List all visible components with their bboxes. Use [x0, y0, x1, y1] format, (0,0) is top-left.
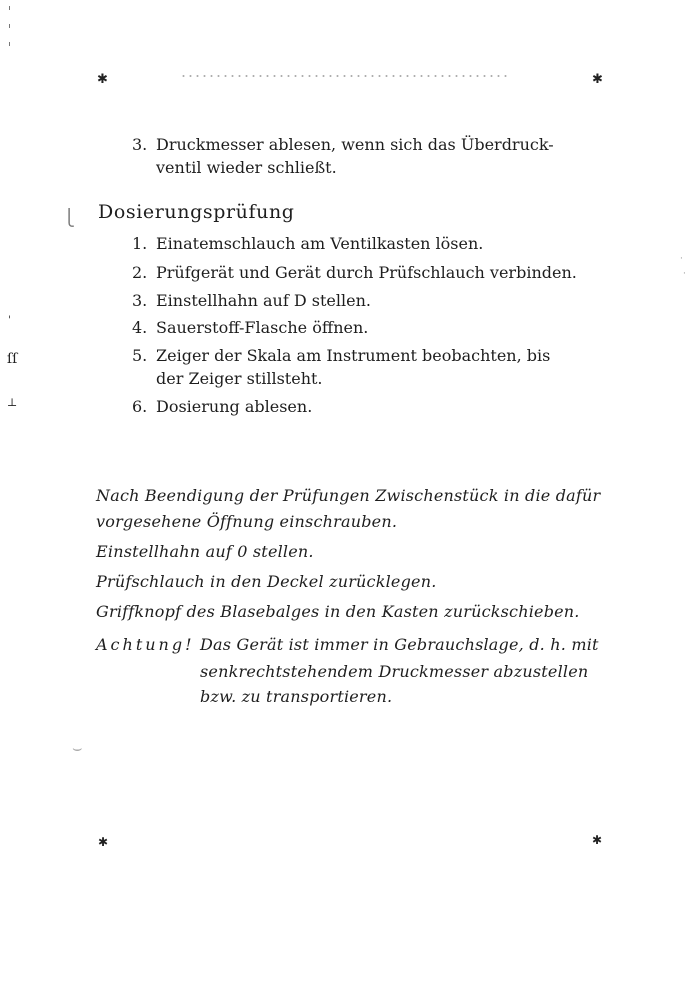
bracket-mark: ⎩	[63, 208, 75, 227]
dosing-step-3	[132, 289, 602, 312]
scan-noise-row	[180, 72, 510, 80]
step-number: 5.	[132, 346, 148, 365]
step-text: Dosierung ablesen.	[156, 397, 313, 416]
scan-speck	[9, 24, 10, 28]
punch-mark-icon: ✱	[592, 72, 603, 87]
note-line-1: Nach Beendigung der Prüfungen Zwischenstück in die dafür	[96, 486, 601, 505]
section-heading: Dosierungsprüfung	[98, 201, 295, 223]
note-line-5: Griffknopf des Blasebalges in den Kasten zurückschieben.	[96, 602, 580, 621]
step-text-continued: der Zeiger stillsteht.	[156, 369, 323, 388]
dosing-step-4	[132, 316, 602, 339]
warning-line-3: bzw. zu transportieren.	[200, 687, 393, 706]
scan-speck: ·	[683, 269, 686, 279]
step-number: 2.	[132, 263, 148, 282]
punch-mark-icon: ✱	[98, 835, 109, 849]
pressure-step	[132, 133, 602, 179]
dosing-step-1	[132, 232, 602, 255]
dosing-step-6	[132, 395, 602, 418]
scan-speck: ⊥	[7, 396, 18, 409]
scan-speck	[9, 42, 10, 46]
step-number: 3.	[132, 135, 148, 154]
step-text-continued: ventil wieder schließt.	[156, 158, 337, 177]
punch-mark-icon: ✱	[592, 833, 603, 847]
step-text: Druckmesser ablesen, wenn sich das Überdruck-	[156, 135, 554, 154]
note-line-4: Prüfschlauch in den Deckel zurücklegen.	[96, 572, 437, 591]
warning-label: Achtung!	[96, 635, 195, 654]
warning-line-2: senkrechtstehendem Druckmesser abzustellen	[200, 662, 589, 681]
scan-speck: '	[8, 315, 11, 326]
step-number: 4.	[132, 318, 148, 337]
step-text: Prüfgerät und Gerät durch Prüfschlauch verbinden.	[156, 263, 577, 282]
step-text: Sauerstoff-Flasche öffnen.	[156, 318, 369, 337]
note-line-3: Einstellhahn auf 0 stellen.	[96, 542, 314, 561]
dosing-step-5	[132, 344, 602, 390]
dosing-step-2	[132, 261, 602, 284]
step-number: 6.	[132, 397, 148, 416]
punch-mark-icon: ✱	[97, 72, 108, 87]
scan-speck	[9, 6, 10, 10]
step-number: 3.	[132, 291, 148, 310]
step-text: Einatemschlauch am Ventilkasten lösen.	[156, 234, 484, 253]
step-text: Einstellhahn auf D stellen.	[156, 291, 371, 310]
step-text: Zeiger der Skala am Instrument beobachten, bis	[156, 346, 551, 365]
scan-speck: ſſ	[7, 351, 18, 367]
note-line-2: vorgesehene Öffnung einschrauben.	[96, 512, 398, 531]
scan-speck: ⌣	[72, 738, 83, 757]
scan-speck: ·	[680, 254, 683, 264]
step-number: 1.	[132, 234, 148, 253]
warning-line-1: Das Gerät ist immer in Gebrauchslage, d. h. mit	[200, 635, 599, 654]
